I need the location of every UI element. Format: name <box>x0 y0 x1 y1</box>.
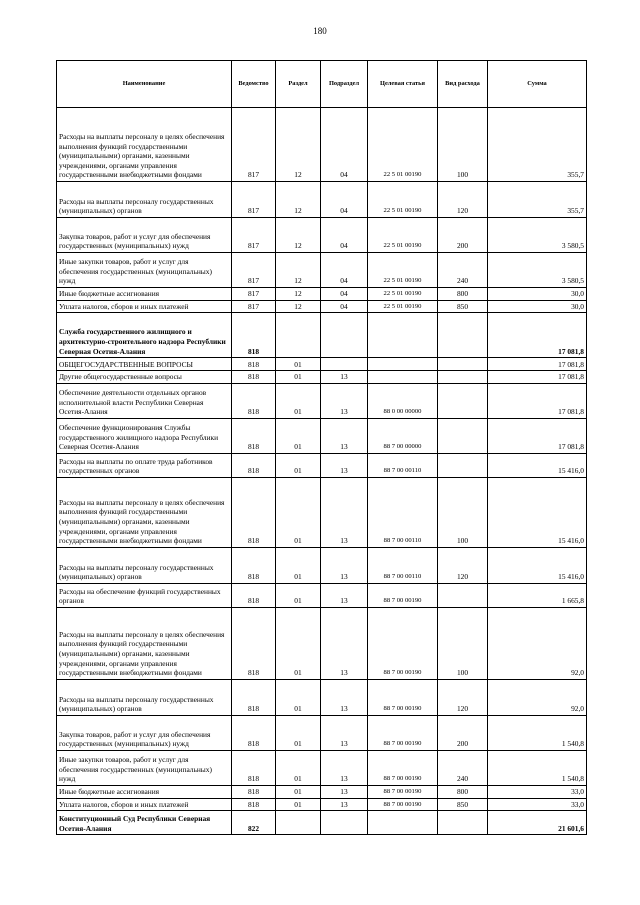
cell-ved: 817 <box>232 108 276 182</box>
cell-target-article <box>368 313 438 358</box>
cell-ved: 818 <box>232 383 276 418</box>
cell-ved: 818 <box>232 607 276 679</box>
cell-podrazdel <box>321 358 368 371</box>
cell-razdel: 01 <box>276 607 321 679</box>
cell-target-article: 88 7 00 00110 <box>368 547 438 583</box>
header-ved: Ведомство <box>232 61 276 108</box>
cell-podrazdel: 13 <box>321 477 368 547</box>
cell-podrazdel: 04 <box>321 300 368 313</box>
cell-target-article <box>368 811 438 835</box>
cell-razdel: 01 <box>276 785 321 798</box>
cell-ved: 817 <box>232 253 276 288</box>
cell-expense-type: 200 <box>438 218 488 253</box>
cell-name: Иные бюджетные ассигнования <box>57 785 232 798</box>
cell-sum: 355,7 <box>488 108 587 182</box>
cell-sum: 17 081,8 <box>488 313 587 358</box>
cell-razdel: 01 <box>276 547 321 583</box>
cell-name: Другие общегосударственные вопросы <box>57 371 232 384</box>
cell-ved: 818 <box>232 313 276 358</box>
cell-podrazdel: 04 <box>321 288 368 301</box>
table-row <box>57 583 587 607</box>
cell-name: Расходы на выплаты по оплате труда работников государственных органов <box>57 453 232 477</box>
cell-target-article: 22 5 01 00190 <box>368 182 438 218</box>
header-row <box>57 61 587 108</box>
budget-table <box>56 60 587 835</box>
cell-expense-type <box>438 358 488 371</box>
cell-expense-type <box>438 811 488 835</box>
cell-expense-type: 850 <box>438 798 488 811</box>
cell-name: Расходы на выплаты персоналу государственных (муниципальных) органов <box>57 679 232 715</box>
cell-razdel <box>276 811 321 835</box>
cell-razdel: 01 <box>276 798 321 811</box>
table-row <box>57 418 587 453</box>
cell-podrazdel: 13 <box>321 583 368 607</box>
cell-ved: 818 <box>232 418 276 453</box>
cell-razdel: 12 <box>276 288 321 301</box>
cell-razdel: 12 <box>276 300 321 313</box>
cell-expense-type: 200 <box>438 715 488 750</box>
cell-podrazdel: 04 <box>321 108 368 182</box>
cell-name: Конституционный Суд Республики Северная Осетия-Алания <box>57 811 232 835</box>
cell-razdel: 12 <box>276 108 321 182</box>
cell-sum: 1 665,8 <box>488 583 587 607</box>
cell-expense-type: 240 <box>438 750 488 785</box>
cell-ved: 822 <box>232 811 276 835</box>
cell-ved: 817 <box>232 288 276 301</box>
cell-ved: 818 <box>232 358 276 371</box>
table-row <box>57 218 587 253</box>
table-row <box>57 288 587 301</box>
cell-target-article: 22 5 01 00190 <box>368 253 438 288</box>
cell-target-article <box>368 358 438 371</box>
cell-podrazdel: 13 <box>321 785 368 798</box>
cell-razdel: 12 <box>276 218 321 253</box>
cell-target-article: 88 7 00 00110 <box>368 477 438 547</box>
header-razdel: Раздел <box>276 61 321 108</box>
cell-expense-type <box>438 371 488 384</box>
cell-ved: 817 <box>232 182 276 218</box>
cell-name: Закупка товаров, работ и услуг для обеспечения государственных (муниципальных) нужд <box>57 218 232 253</box>
cell-sum: 3 580,5 <box>488 253 587 288</box>
table-row <box>57 182 587 218</box>
cell-podrazdel: 13 <box>321 715 368 750</box>
cell-razdel: 12 <box>276 182 321 218</box>
cell-sum: 1 540,8 <box>488 750 587 785</box>
cell-expense-type: 100 <box>438 607 488 679</box>
cell-name: Обеспечение деятельности отдельных органов исполнительной власти Республики Северная Осетия-Алания <box>57 383 232 418</box>
table-row <box>57 477 587 547</box>
cell-podrazdel: 13 <box>321 453 368 477</box>
cell-sum: 17 081,8 <box>488 358 587 371</box>
cell-ved: 818 <box>232 750 276 785</box>
cell-expense-type <box>438 418 488 453</box>
cell-expense-type: 240 <box>438 253 488 288</box>
cell-razdel: 01 <box>276 715 321 750</box>
header-name: Наименование <box>57 61 232 108</box>
cell-ved: 818 <box>232 798 276 811</box>
cell-target-article: 88 7 00 00190 <box>368 679 438 715</box>
cell-podrazdel: 13 <box>321 798 368 811</box>
cell-razdel: 01 <box>276 477 321 547</box>
cell-razdel: 01 <box>276 383 321 418</box>
table-row <box>57 715 587 750</box>
cell-sum: 1 540,8 <box>488 715 587 750</box>
cell-target-article: 88 7 00 00190 <box>368 798 438 811</box>
table-row <box>57 607 587 679</box>
page-number: 180 <box>313 26 327 36</box>
cell-name: Служба государственного жилищного и архитектурно-строительного надзора Республики Северная Осетия-Алания <box>57 313 232 358</box>
cell-razdel: 01 <box>276 418 321 453</box>
cell-name: Иные закупки товаров, работ и услуг для обеспечения государственных (муниципальных) нужд <box>57 253 232 288</box>
cell-target-article: 22 5 01 00190 <box>368 108 438 182</box>
cell-target-article: 88 7 00 00000 <box>368 418 438 453</box>
cell-podrazdel <box>321 811 368 835</box>
cell-ved: 818 <box>232 477 276 547</box>
cell-sum: 3 580,5 <box>488 218 587 253</box>
cell-name: Иные бюджетные ассигнования <box>57 288 232 301</box>
cell-expense-type <box>438 383 488 418</box>
cell-ved: 818 <box>232 785 276 798</box>
cell-podrazdel: 04 <box>321 253 368 288</box>
cell-ved: 818 <box>232 371 276 384</box>
cell-podrazdel: 04 <box>321 182 368 218</box>
cell-podrazdel: 04 <box>321 218 368 253</box>
table-row <box>57 785 587 798</box>
cell-razdel: 01 <box>276 583 321 607</box>
cell-razdel <box>276 313 321 358</box>
cell-podrazdel: 13 <box>321 418 368 453</box>
table-row <box>57 313 587 358</box>
table-row <box>57 798 587 811</box>
cell-razdel: 12 <box>276 253 321 288</box>
cell-expense-type: 100 <box>438 108 488 182</box>
header-podrazdel: Подраздел <box>321 61 368 108</box>
cell-ved: 818 <box>232 453 276 477</box>
cell-name: ОБЩЕГОСУДАРСТВЕННЫЕ ВОПРОСЫ <box>57 358 232 371</box>
cell-expense-type <box>438 453 488 477</box>
cell-name: Расходы на выплаты персоналу в целях обеспечения выполнения функций государственными (муниципальными) органами, казенными учреждениями, органами управления государственными внебюджетными фондами <box>57 477 232 547</box>
cell-name: Уплата налогов, сборов и иных платежей <box>57 798 232 811</box>
table-row <box>57 383 587 418</box>
cell-name: Иные закупки товаров, работ и услуг для обеспечения государственных (муниципальных) нужд <box>57 750 232 785</box>
cell-target-article: 88 0 00 00000 <box>368 383 438 418</box>
header-sum: Сумма <box>488 61 587 108</box>
cell-target-article: 22 5 01 00190 <box>368 218 438 253</box>
cell-podrazdel: 13 <box>321 383 368 418</box>
table-row <box>57 750 587 785</box>
cell-name: Расходы на выплаты персоналу в целях обеспечения выполнения функций государственными (муниципальными) органами, казенными учреждениями, органами управления государственными внебюджетными фондами <box>57 607 232 679</box>
cell-razdel: 01 <box>276 453 321 477</box>
cell-sum: 17 081,8 <box>488 383 587 418</box>
cell-target-article: 22 5 01 00190 <box>368 300 438 313</box>
cell-sum: 15 416,0 <box>488 547 587 583</box>
cell-name: Уплата налогов, сборов и иных платежей <box>57 300 232 313</box>
cell-name: Обеспечение функционирования Службы государственного жилищного надзора Республики Северная Осетия-Алания <box>57 418 232 453</box>
cell-sum: 17 081,8 <box>488 418 587 453</box>
cell-target-article: 88 7 00 00190 <box>368 715 438 750</box>
cell-name: Расходы на выплаты персоналу в целях обеспечения выполнения функций государственными (муниципальными) органами, казенными учреждениями, органами управления государственными внебюджетными фондами <box>57 108 232 182</box>
cell-expense-type: 100 <box>438 477 488 547</box>
cell-sum: 33,0 <box>488 785 587 798</box>
cell-ved: 817 <box>232 300 276 313</box>
cell-expense-type: 120 <box>438 547 488 583</box>
cell-ved: 818 <box>232 547 276 583</box>
cell-sum: 33,0 <box>488 798 587 811</box>
cell-sum: 17 081,8 <box>488 371 587 384</box>
cell-podrazdel: 13 <box>321 547 368 583</box>
cell-podrazdel: 13 <box>321 607 368 679</box>
cell-razdel: 01 <box>276 358 321 371</box>
table-body <box>57 108 587 835</box>
cell-target-article: 22 5 01 00190 <box>368 288 438 301</box>
cell-sum: 355,7 <box>488 182 587 218</box>
table-row <box>57 453 587 477</box>
cell-expense-type: 850 <box>438 300 488 313</box>
cell-sum: 92,0 <box>488 607 587 679</box>
cell-razdel: 01 <box>276 679 321 715</box>
cell-sum: 21 601,6 <box>488 811 587 835</box>
cell-expense-type: 120 <box>438 679 488 715</box>
cell-target-article: 88 7 00 00190 <box>368 607 438 679</box>
table-row <box>57 811 587 835</box>
cell-target-article: 88 7 00 00110 <box>368 453 438 477</box>
cell-podrazdel: 13 <box>321 750 368 785</box>
cell-name: Закупка товаров, работ и услуг для обеспечения государственных (муниципальных) нужд <box>57 715 232 750</box>
header-target-article: Целевая статья <box>368 61 438 108</box>
cell-target-article: 88 7 00 00190 <box>368 583 438 607</box>
cell-ved: 818 <box>232 679 276 715</box>
cell-expense-type <box>438 583 488 607</box>
cell-name: Расходы на выплаты персоналу государственных (муниципальных) органов <box>57 182 232 218</box>
table-row <box>57 371 587 384</box>
cell-ved: 818 <box>232 715 276 750</box>
cell-sum: 30,0 <box>488 288 587 301</box>
cell-razdel: 01 <box>276 750 321 785</box>
cell-sum: 30,0 <box>488 300 587 313</box>
table-row <box>57 108 587 182</box>
cell-expense-type: 120 <box>438 182 488 218</box>
cell-target-article: 88 7 00 00190 <box>368 785 438 798</box>
cell-razdel: 01 <box>276 371 321 384</box>
cell-ved: 817 <box>232 218 276 253</box>
cell-expense-type: 800 <box>438 288 488 301</box>
cell-target-article: 88 7 00 00190 <box>368 750 438 785</box>
table-row <box>57 679 587 715</box>
cell-name: Расходы на обеспечение функций государственных органов <box>57 583 232 607</box>
header-expense-type: Вид расхода <box>438 61 488 108</box>
cell-podrazdel: 13 <box>321 679 368 715</box>
cell-ved: 818 <box>232 583 276 607</box>
cell-sum: 15 416,0 <box>488 453 587 477</box>
cell-podrazdel <box>321 313 368 358</box>
table-row <box>57 358 587 371</box>
table-row <box>57 300 587 313</box>
cell-name: Расходы на выплаты персоналу государственных (муниципальных) органов <box>57 547 232 583</box>
cell-expense-type <box>438 313 488 358</box>
cell-sum: 92,0 <box>488 679 587 715</box>
cell-target-article <box>368 371 438 384</box>
table-row <box>57 547 587 583</box>
cell-sum: 15 416,0 <box>488 477 587 547</box>
cell-podrazdel: 13 <box>321 371 368 384</box>
cell-expense-type: 800 <box>438 785 488 798</box>
table-row <box>57 253 587 288</box>
